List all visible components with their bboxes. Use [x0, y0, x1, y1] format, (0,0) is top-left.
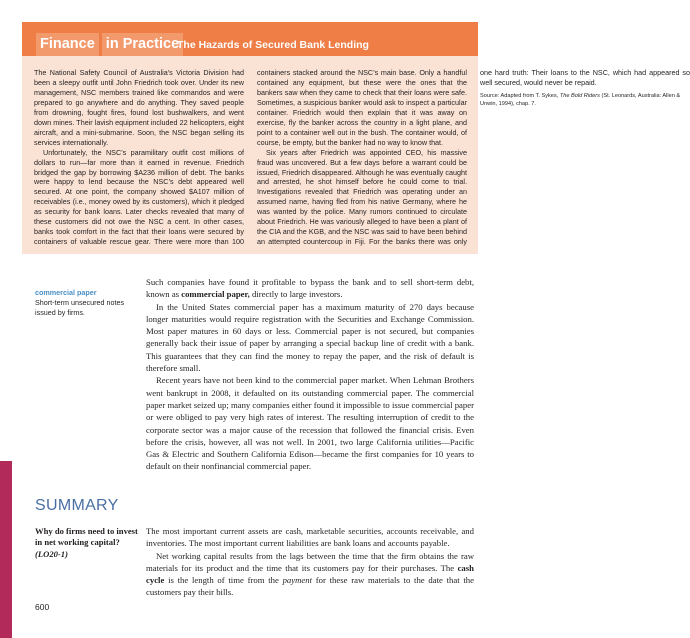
summary-question — [35, 526, 141, 560]
box-body — [34, 68, 690, 250]
page-number: 600 — [35, 602, 50, 612]
box-title: The Hazards of Secured Bank Lending — [177, 39, 369, 51]
margin-term-definition: Short-term unsecured notes issued by firms. — [35, 298, 125, 317]
box-paragraph: Six years after Friedrich was appointed CEO, his massive fraud was uncovered. But a few days before a warrant could be issued, Friedrich disappeared. Although he was eventually caught and arrested, he shot himself before he could come to trial. Investigations revealed that Friedrich was operating under an assumed name, having fled from his native Germany, where he was wanted by the police. Many rumors continued to circulate about Friedrich. He was variously alleged to have been a plant of the CIA and the KGB, and the NSC was said to have been behind an attempted countercoup in Fiji. For the banks there was only one hard truth: Their loans to the NSC, which had appeared so well secured, would never be repaid. — [257, 68, 690, 247]
body-text: directly to large investors. — [249, 289, 343, 300]
box-paragraph: The National Safety Council of Australia’s Victoria Division had been a sleepy outfit until John Friedrich took over. Under its new management, NSC members trained like commandos and were prepared to go anywhere and do anything. They saved people from drowning, fought fires, found lost bushwalkers, and went down mines. Their lavish equipment included 22 helicopters, eight aircraft, and a mini-submarine. Soon, the NSC began selling its services internationally. — [34, 68, 244, 147]
source-label: Source: — [480, 92, 501, 99]
body-paragraph: Recent years have not been kind to the commercial paper market. When Lehman Brothers went bankrupt in 2008, it defaulted on its outstanding commercial paper. The commercial paper market seized up; many companies either found it impossible to issue commercial paper or were obliged to pay very high rates of interest. The resulting interruption of credit to the corporate sector was a major cause of the recession that followed the financial crisis. Even before the crisis, however, all was not well. In 2001, two large California utilities—Pacific Gas & Electric and Southern California Edison—became the first companies for 10 years to default on their nonfinancial commercial paper. — [146, 375, 474, 472]
margin-definition — [35, 288, 130, 318]
summary-heading: SUMMARY — [35, 497, 119, 514]
box-header — [22, 22, 478, 56]
source-post: (St. Leonards, Australia: Allen & Unwin, 1994), chap. 7. — [480, 92, 681, 107]
feature-tab — [36, 33, 183, 56]
feature-tab-finance: Finance — [36, 33, 99, 56]
summary-text — [146, 525, 474, 599]
summary-accent-bar — [0, 461, 12, 638]
body-paragraph — [146, 276, 474, 301]
commercial-paper-text — [146, 276, 474, 473]
body-paragraph: In the United States commercial paper has a maximum maturity of 270 days because longer maturities would require registration with the Securities and Exchange Commission. Most paper matures in 60 days or less. Commercial paper is not secured, but companies generally back their issue of paper by arranging a special backup line of credit with a bank. This guarantees that they can find the money to repay the paper, and the risk of default is therefore small. — [146, 301, 474, 374]
learning-objective: (LO20-1) — [35, 548, 68, 559]
summary-question-text: Why do firms need to invest in net working capital? — [35, 526, 138, 548]
key-term: cash cycle — [146, 562, 474, 586]
key-term: commercial paper, — [181, 289, 250, 300]
body-text: is the length of time from the — [164, 575, 283, 586]
source-title: The Bold Riders — [559, 92, 600, 99]
body-text: Such companies have found it profitable to bypass the bank and to sell short-term debt, known as — [146, 277, 474, 300]
margin-term: commercial paper — [35, 288, 97, 297]
box-paragraph: Unfortunately, the NSC’s paramilitary outfit cost millions of dollars to run—far more than it earned in revenue. Friedrich bridged the gap by borrowing $A236 million of debt. The banks were happy to lend because the NSC’s debt appeared well secured. At one point, the company showed $A107 million of receivables (i.e., money owed by its customers), which it pledged as security for bank loans. Later checks revealed that many of these customers did not owe the NSC a cent. In other cases, banks took comfort in the fact that their loans were secured by containers of valuable rescue gear. There were more than 100 containers stacked around the NSC’s main base. Only a handful contained any equipment, but these were the ones that the bankers saw when they came to check that their loans were safe. Sometimes, a suspicious banker would ask to inspect a particular container. Friedrich would then explain that it was away on exercise, fly the banker across the country in a light plane, and point to a container well out in the bush. The container would, of course, be empty, but the banker had no way to know that. — [34, 68, 467, 247]
body-text: Net working capital results from the lags between the time that the firm obtains the raw materials for its product and the time that its customers pay for their purchases. The — [146, 550, 474, 573]
feature-tab-in-practice: in Practice — [102, 33, 183, 56]
source-pre: Adapted from T. Sykes, — [500, 92, 560, 99]
box-source — [480, 92, 690, 108]
body-text: for these raw materials to the date that the customers pay their bills. — [146, 575, 474, 598]
finance-in-practice-box — [22, 22, 690, 254]
summary-paragraph — [146, 550, 474, 599]
italic-term: payment — [282, 575, 312, 586]
summary-paragraph: The most important current assets are cash, marketable securities, accounts receivable, and inventories. The most important current liabilities are bank loans and accounts payable. — [146, 526, 474, 549]
